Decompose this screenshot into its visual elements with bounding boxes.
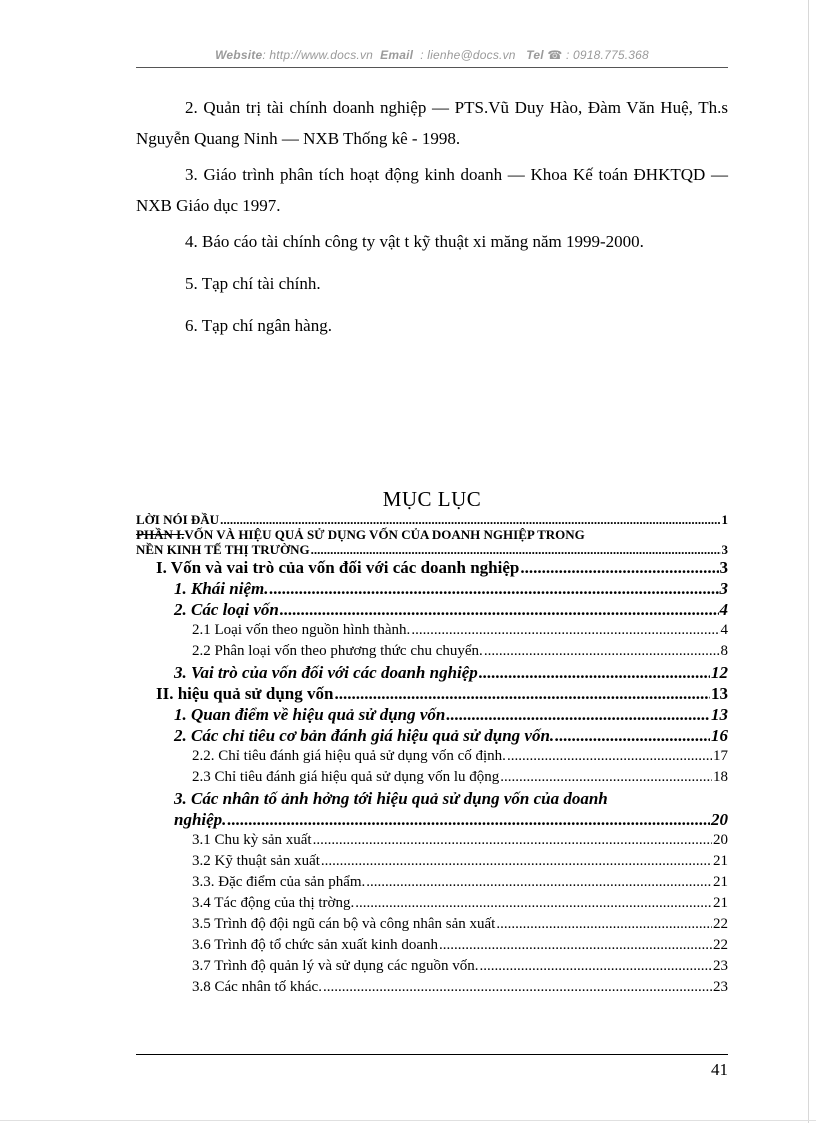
page-edge (808, 0, 809, 1123)
reference-item: 6. Tạp chí ngân hàng. (185, 316, 332, 335)
email-label: Email (380, 48, 414, 62)
toc-entry[interactable]: 1. Khái niệm. ..... 3 (136, 578, 728, 599)
tel-label: Tel (526, 48, 544, 62)
reference-item: 5. Tạp chí tài chính. (185, 274, 321, 293)
toc-title: MỤC LỤC (382, 487, 482, 511)
toc-entry[interactable]: 2.3 Chỉ tiêu đánh giá hiệu quả sử dụng vốn lu động ..... 18 (136, 767, 728, 788)
toc-entry[interactable]: 2. Các chỉ tiêu cơ bản đánh giá hiệu quả sử dụng vốn. ..... 16 (136, 725, 728, 746)
toc-part-prefix: PHẦN I. (136, 527, 185, 542)
page-header (136, 48, 728, 62)
email-value: : lienhe@docs.vn (420, 48, 516, 62)
toc-entry[interactable]: 3.1 Chu kỳ sản xuất ..... 20 (136, 830, 728, 851)
toc-entry-factors[interactable]: 3. Các nhân tố ảnh hởng tới hiệu quả sử dụng vốn của doanh (174, 789, 608, 808)
toc-entry[interactable]: 3.4 Tác động của thị trờng. ..... 21 (136, 893, 728, 914)
toc-entry[interactable]: 2.2. Chỉ tiêu đánh giá hiệu quả sử dụng vốn cố định. ..... 17 (136, 746, 728, 767)
reference-list (136, 92, 728, 352)
toc-entry-loi-noi-dau[interactable]: LỜI NÓI ĐẦU ..... 1 (136, 512, 728, 527)
reference-item: 4. Báo cáo tài chính công ty vật t kỹ thuật xi măng năm 1999-2000. (185, 232, 644, 251)
page-edge (0, 1120, 816, 1121)
toc-entry[interactable]: 2.2 Phân loại vốn theo phương thức chu chuyển. ..... 8 (136, 641, 728, 662)
reference-item: 2. Quản trị tài chính doanh nghiệp — PTS.Vũ Duy Hào, Đàm Văn Huệ, Th.s Nguyễn Quang Ninh — NXB Thống kê - 1998. (136, 98, 728, 148)
toc-entry-phan-1-cont[interactable]: NỀN KINH TẾ THỊ TRƯỜNG ..... 3 (136, 542, 728, 557)
toc-entry-factors-cont[interactable]: nghiệp. ..... 20 (136, 809, 728, 830)
website-label: Website (215, 48, 263, 62)
toc-entry[interactable]: 3.2 Kỹ thuật sản xuất ..... 21 (136, 851, 728, 872)
toc-entry[interactable]: 3.3. Đặc điểm của sản phẩm. ..... 21 (136, 872, 728, 893)
reference-item: 3. Giáo trình phân tích hoạt động kinh doanh — Khoa Kế toán ĐHKTQD — NXB Giáo dục 1997. (136, 165, 728, 215)
toc-part-title-line1: VỐN VÀ HIỆU QUẢ SỬ DỤNG VỐN CỦA DOANH NGHIỆP TRONG (184, 527, 585, 542)
toc-entry-phan-1[interactable] (136, 527, 728, 542)
toc-entry[interactable]: 3.6 Trình độ tổ chức sản xuất kinh doanh ..... 22 (136, 935, 728, 956)
toc-entry[interactable]: 3.5 Trình độ đội ngũ cán bộ và công nhân sản xuất ..... 22 (136, 914, 728, 935)
toc-entry[interactable]: 3. Vai trò của vốn đối với các doanh nghiệp ..... 12 (136, 662, 728, 683)
toc-entry[interactable]: 2.1 Loại vốn theo nguồn hình thành. ..... 4 (136, 620, 728, 641)
header-rule (136, 67, 728, 68)
tel-value: ☎ : 0918.775.368 (547, 48, 649, 62)
toc-entry[interactable]: 2. Các loại vốn ..... 4 (136, 599, 728, 620)
table-of-contents (136, 512, 728, 998)
page-number: 41 (711, 1060, 728, 1079)
toc-entry[interactable]: II. hiệu quả sử dụng vốn ..... 13 (136, 683, 728, 704)
footer-rule (136, 1054, 728, 1055)
toc-entry[interactable]: 3.7 Trình độ quản lý và sử dụng các nguồn vốn. ..... 23 (136, 956, 728, 977)
toc-entry[interactable]: I. Vốn và vai trò của vốn đối với các doanh nghiệp ..... 3 (136, 557, 728, 578)
website-value: : http://www.docs.vn (262, 48, 374, 62)
toc-entry[interactable]: 3.8 Các nhân tố khác. ..... 23 (136, 977, 728, 998)
toc-entry[interactable]: 1. Quan điểm về hiệu quả sử dụng vốn ..... 13 (136, 704, 728, 725)
